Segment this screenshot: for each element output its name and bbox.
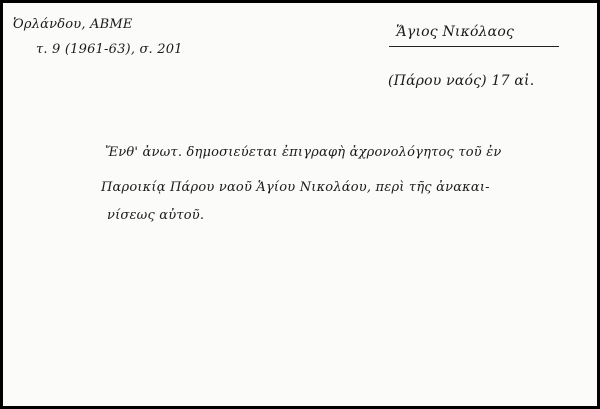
source-reference-line1: Ὀρλάνδου, ΑΒΜΕ: [13, 17, 133, 32]
heading-underline: [389, 46, 559, 47]
body-text-line2: Παροικίᾳ Πάρου ναοῦ Ἁγίου Νικολάου, περὶ τῆς ἀνακαι-: [101, 180, 490, 195]
source-reference-line2: τ. 9 (1961-63), σ. 201: [36, 42, 183, 57]
card-subheading: (Πάρου ναός) 17 αἰ.: [388, 73, 535, 89]
body-text-line1: Ἔνθ' ἀνωτ. δημοσιεύεται ἐπιγραφὴ ἀχρονολόγητος τοῦ ἐν: [105, 145, 502, 160]
body-text-line3: νίσεως αὐτοῦ.: [107, 208, 205, 223]
index-card: [3, 3, 597, 406]
card-heading: Ἅγιος Νικόλαος: [396, 24, 515, 40]
